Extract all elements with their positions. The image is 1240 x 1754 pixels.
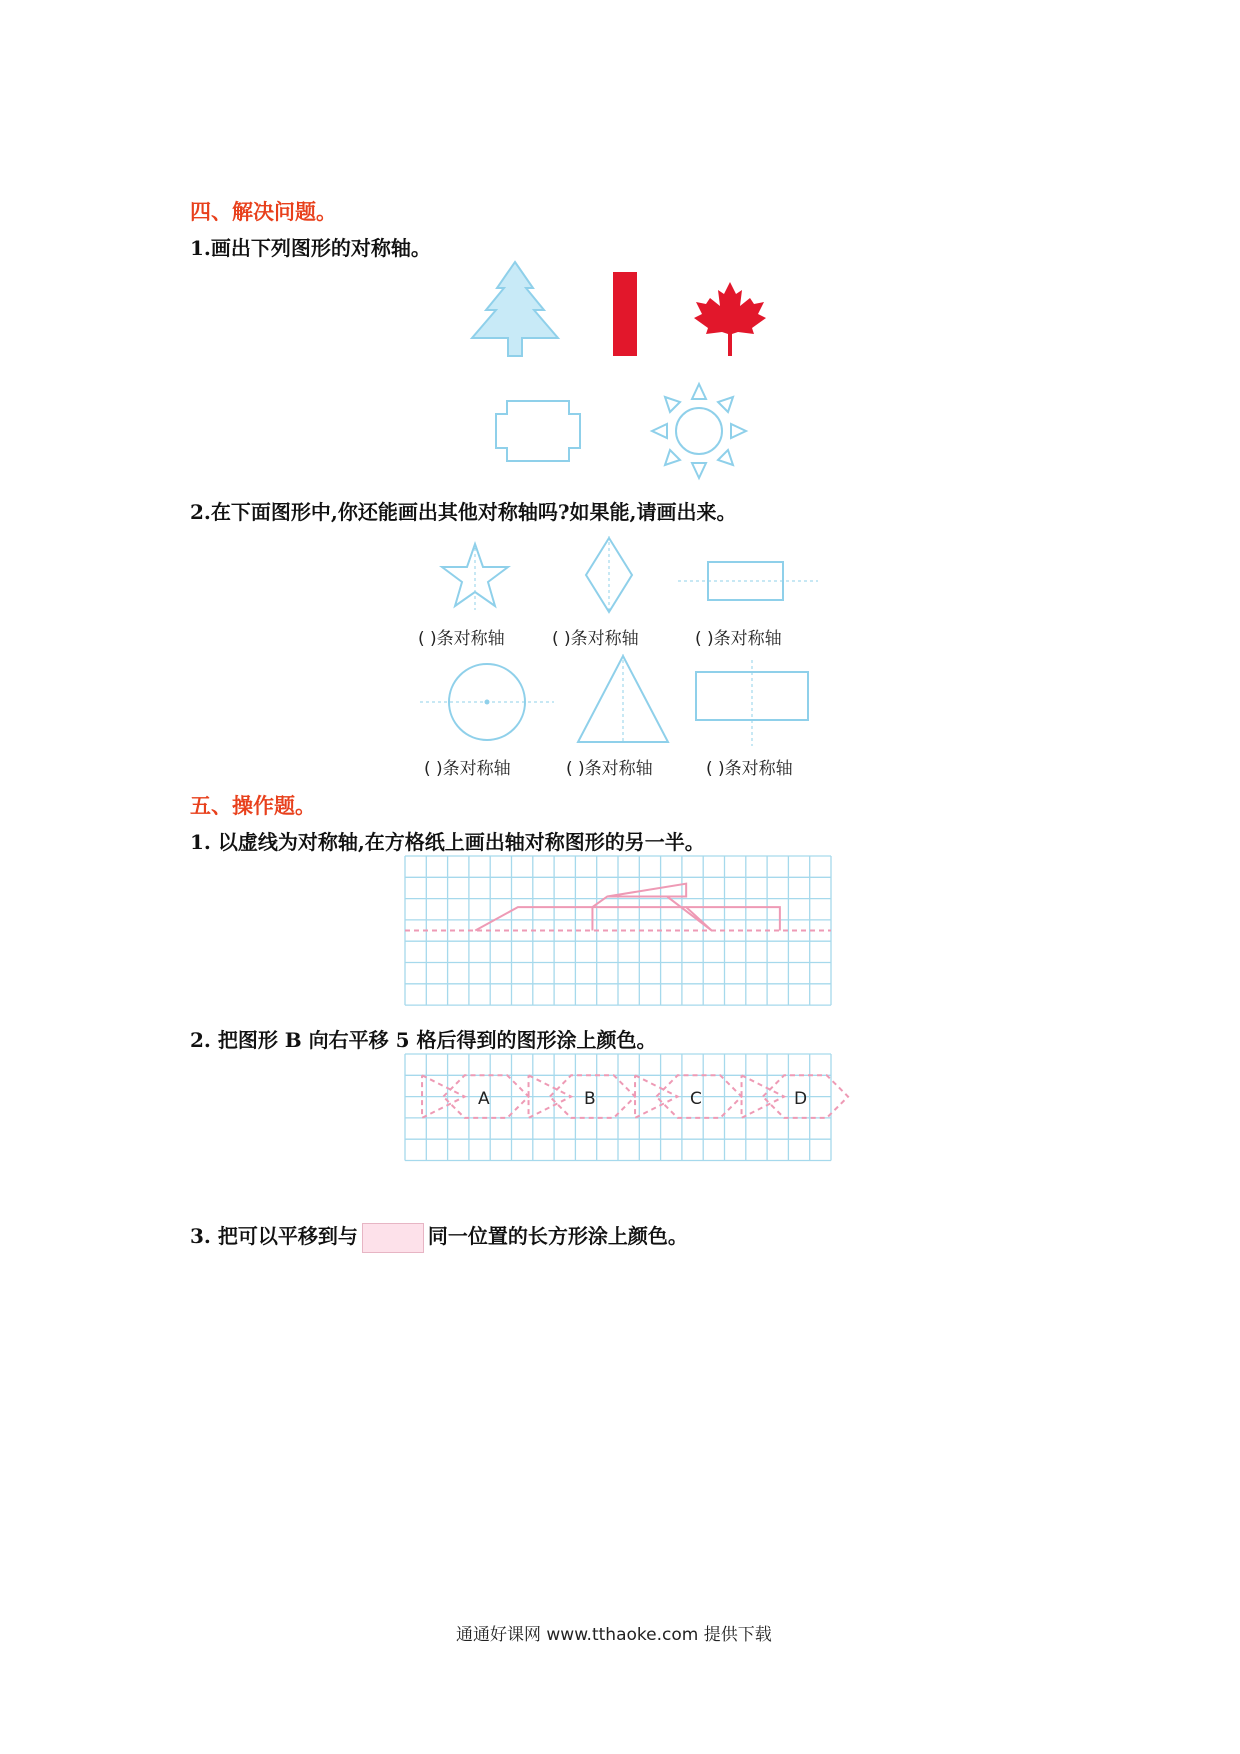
question-5-2: 2. 把图形 B 向右平移 5 格后得到的图形涂上颜色。 — [190, 1028, 657, 1052]
translation-grid — [405, 1054, 831, 1162]
axis-count-caption: ( )条对称轴 — [695, 629, 782, 649]
sun-icon — [650, 382, 748, 480]
symmetry-grid — [405, 856, 831, 1006]
question-4-2: 2.在下面图形中,你还能画出其他对称轴吗?如果能,请画出来。 — [190, 500, 737, 524]
section-heading-4: 四、解决问题。 — [190, 199, 337, 224]
axis-count-caption: ( )条对称轴 — [424, 759, 511, 779]
figure-label-b: B — [584, 1089, 596, 1109]
question-5-3-text-before: 3. 把可以平移到与 — [190, 1224, 358, 1248]
question-4-1: 1.画出下列图形的对称轴。 — [190, 236, 431, 260]
red-bar-icon — [613, 272, 637, 356]
tree-icon — [470, 262, 560, 358]
question-5-3-text-after: 同一位置的长方形涂上颜色。 — [427, 1224, 688, 1248]
figure-label-a: A — [478, 1089, 490, 1109]
rectangle-icon — [678, 560, 818, 602]
rectangle-icon — [694, 660, 810, 746]
star-icon — [440, 542, 510, 610]
axis-count-caption: ( )条对称轴 — [566, 759, 653, 779]
footer-text: 通通好课网 www.tthaoke.com 提供下载 — [456, 1625, 772, 1645]
figure-half — [592, 907, 711, 930]
rhombus-icon — [584, 536, 634, 614]
pink-rectangle-swatch — [362, 1223, 424, 1253]
axis-count-caption: ( )条对称轴 — [418, 629, 505, 649]
maple-leaf-icon — [694, 282, 766, 356]
circle-icon — [420, 662, 554, 742]
axis-count-caption: ( )条对称轴 — [706, 759, 793, 779]
section-heading-5: 五、操作题。 — [190, 793, 316, 818]
axis-count-caption: ( )条对称轴 — [552, 629, 639, 649]
figure-label-d: D — [794, 1089, 808, 1109]
question-5-1: 1. 以虚线为对称轴,在方格纸上画出轴对称图形的另一半。 — [190, 830, 705, 854]
question-5-3 — [190, 1220, 688, 1253]
cross-shape-icon — [495, 400, 581, 462]
figure-label-c: C — [690, 1089, 702, 1109]
triangle-icon — [576, 654, 670, 744]
